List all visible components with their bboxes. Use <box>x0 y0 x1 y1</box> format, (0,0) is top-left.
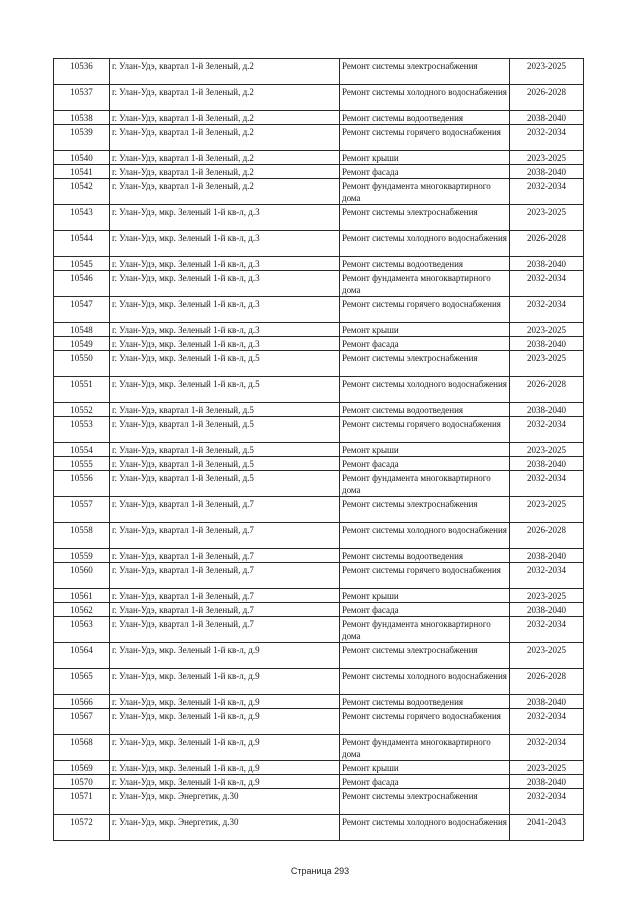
work-type: Ремонт системы горячего водоснабжения <box>340 417 510 443</box>
building-address: г. Улан-Удэ, квартал 1-й Зеленый, д.2 <box>110 59 340 85</box>
work-type: Ремонт фасада <box>340 457 510 471</box>
row-number: 10543 <box>54 205 110 231</box>
work-period: 2032-2034 <box>510 471 584 497</box>
row-number: 10572 <box>54 815 110 841</box>
work-period: 2032-2034 <box>510 271 584 297</box>
work-period: 2032-2034 <box>510 417 584 443</box>
work-type: Ремонт системы электроснабжения <box>340 59 510 85</box>
table-row <box>54 179 584 205</box>
row-number: 10550 <box>54 351 110 377</box>
table-row <box>54 617 584 643</box>
table-row <box>54 205 584 231</box>
row-number: 10541 <box>54 165 110 179</box>
work-period: 2026-2028 <box>510 231 584 257</box>
table-row <box>54 789 584 815</box>
work-period: 2032-2034 <box>510 179 584 205</box>
work-period: 2023-2025 <box>510 497 584 523</box>
row-number: 10544 <box>54 231 110 257</box>
work-type: Ремонт системы электроснабжения <box>340 643 510 669</box>
table-row <box>54 523 584 549</box>
table-row <box>54 709 584 735</box>
table-row <box>54 589 584 603</box>
work-type: Ремонт фундамента многоквартирного дома <box>340 735 510 761</box>
work-period: 2038-2040 <box>510 111 584 125</box>
table-row <box>54 59 584 85</box>
work-period: 2026-2028 <box>510 377 584 403</box>
building-address: г. Улан-Удэ, мкр. Зеленый 1-й кв-л, д.5 <box>110 351 340 377</box>
building-address: г. Улан-Удэ, мкр. Зеленый 1-й кв-л, д.9 <box>110 761 340 775</box>
work-period: 2038-2040 <box>510 603 584 617</box>
work-period: 2023-2025 <box>510 351 584 377</box>
table-row <box>54 377 584 403</box>
work-period: 2032-2034 <box>510 617 584 643</box>
work-type: Ремонт системы холодного водоснабжения <box>340 669 510 695</box>
work-type: Ремонт крыши <box>340 443 510 457</box>
row-number: 10568 <box>54 735 110 761</box>
work-period: 2038-2040 <box>510 403 584 417</box>
row-number: 10565 <box>54 669 110 695</box>
building-address: г. Улан-Удэ, мкр. Зеленый 1-й кв-л, д.9 <box>110 735 340 761</box>
work-period: 2023-2025 <box>510 151 584 165</box>
table-row <box>54 403 584 417</box>
row-number: 10552 <box>54 403 110 417</box>
work-type: Ремонт фундамента многоквартирного дома <box>340 271 510 297</box>
table-row <box>54 563 584 589</box>
building-address: г. Улан-Удэ, квартал 1-й Зеленый, д.5 <box>110 417 340 443</box>
row-number: 10542 <box>54 179 110 205</box>
building-address: г. Улан-Удэ, мкр. Энергетик, д.30 <box>110 815 340 841</box>
work-period: 2038-2040 <box>510 695 584 709</box>
work-type: Ремонт системы холодного водоснабжения <box>340 523 510 549</box>
work-type: Ремонт системы горячего водоснабжения <box>340 563 510 589</box>
row-number: 10571 <box>54 789 110 815</box>
building-address: г. Улан-Удэ, мкр. Зеленый 1-й кв-л, д.3 <box>110 205 340 231</box>
page-number: Страница 293 <box>290 866 350 876</box>
row-number: 10536 <box>54 59 110 85</box>
work-period: 2038-2040 <box>510 337 584 351</box>
row-number: 10549 <box>54 337 110 351</box>
table-row <box>54 735 584 761</box>
building-address: г. Улан-Удэ, мкр. Зеленый 1-й кв-л, д.9 <box>110 709 340 735</box>
table-row <box>54 231 584 257</box>
row-number: 10547 <box>54 297 110 323</box>
building-address: г. Улан-Удэ, квартал 1-й Зеленый, д.2 <box>110 165 340 179</box>
table-row <box>54 695 584 709</box>
work-type: Ремонт системы холодного водоснабжения <box>340 231 510 257</box>
work-period: 2023-2025 <box>510 205 584 231</box>
table-row <box>54 417 584 443</box>
work-period: 2032-2034 <box>510 297 584 323</box>
row-number: 10554 <box>54 443 110 457</box>
building-address: г. Улан-Удэ, мкр. Зеленый 1-й кв-л, д.3 <box>110 337 340 351</box>
work-type: Ремонт системы электроснабжения <box>340 351 510 377</box>
table-row <box>54 125 584 151</box>
work-type: Ремонт системы водоотведения <box>340 403 510 417</box>
work-period: 2026-2028 <box>510 85 584 111</box>
table-row <box>54 257 584 271</box>
table-row <box>54 111 584 125</box>
table-row <box>54 815 584 841</box>
building-address: г. Улан-Удэ, мкр. Зеленый 1-й кв-л, д.3 <box>110 323 340 337</box>
table-row <box>54 151 584 165</box>
row-number: 10557 <box>54 497 110 523</box>
work-type: Ремонт системы водоотведения <box>340 549 510 563</box>
row-number: 10540 <box>54 151 110 165</box>
building-address: г. Улан-Удэ, мкр. Зеленый 1-й кв-л, д.5 <box>110 377 340 403</box>
table-row <box>54 497 584 523</box>
table-row <box>54 761 584 775</box>
work-type: Ремонт системы электроснабжения <box>340 205 510 231</box>
row-number: 10548 <box>54 323 110 337</box>
work-period: 2032-2034 <box>510 789 584 815</box>
building-address: г. Улан-Удэ, мкр. Зеленый 1-й кв-л, д.3 <box>110 231 340 257</box>
work-type: Ремонт системы электроснабжения <box>340 497 510 523</box>
row-number: 10569 <box>54 761 110 775</box>
building-address: г. Улан-Удэ, квартал 1-й Зеленый, д.2 <box>110 125 340 151</box>
work-period: 2023-2025 <box>510 323 584 337</box>
table-row <box>54 643 584 669</box>
work-type: Ремонт системы водоотведения <box>340 257 510 271</box>
building-address: г. Улан-Удэ, мкр. Зеленый 1-й кв-л, д.9 <box>110 669 340 695</box>
work-period: 2032-2034 <box>510 125 584 151</box>
work-type: Ремонт фасада <box>340 337 510 351</box>
table-row <box>54 443 584 457</box>
table-row <box>54 337 584 351</box>
work-period: 2023-2025 <box>510 59 584 85</box>
building-address: г. Улан-Удэ, квартал 1-й Зеленый, д.7 <box>110 497 340 523</box>
work-type: Ремонт системы водоотведения <box>340 695 510 709</box>
work-type: Ремонт системы холодного водоснабжения <box>340 85 510 111</box>
building-address: г. Улан-Удэ, квартал 1-й Зеленый, д.5 <box>110 443 340 457</box>
work-type: Ремонт крыши <box>340 323 510 337</box>
work-type: Ремонт крыши <box>340 151 510 165</box>
row-number: 10567 <box>54 709 110 735</box>
row-number: 10539 <box>54 125 110 151</box>
building-address: г. Улан-Удэ, мкр. Зеленый 1-й кв-л, д.9 <box>110 643 340 669</box>
table-row <box>54 351 584 377</box>
table-row <box>54 669 584 695</box>
building-address: г. Улан-Удэ, квартал 1-й Зеленый, д.2 <box>110 151 340 165</box>
row-number: 10551 <box>54 377 110 403</box>
work-type: Ремонт системы горячего водоснабжения <box>340 297 510 323</box>
row-number: 10546 <box>54 271 110 297</box>
table-body <box>54 59 584 841</box>
work-type: Ремонт системы холодного водоснабжения <box>340 377 510 403</box>
row-number: 10562 <box>54 603 110 617</box>
work-type: Ремонт фасада <box>340 603 510 617</box>
row-number: 10555 <box>54 457 110 471</box>
building-address: г. Улан-Удэ, квартал 1-й Зеленый, д.2 <box>110 111 340 125</box>
row-number: 10559 <box>54 549 110 563</box>
work-type: Ремонт фасада <box>340 165 510 179</box>
work-period: 2032-2034 <box>510 563 584 589</box>
work-period: 2032-2034 <box>510 735 584 761</box>
building-address: г. Улан-Удэ, квартал 1-й Зеленый, д.7 <box>110 603 340 617</box>
building-address: г. Улан-Удэ, квартал 1-й Зеленый, д.7 <box>110 563 340 589</box>
work-period: 2038-2040 <box>510 457 584 471</box>
row-number: 10553 <box>54 417 110 443</box>
work-type: Ремонт фундамента многоквартирного дома <box>340 471 510 497</box>
row-number: 10570 <box>54 775 110 789</box>
row-number: 10556 <box>54 471 110 497</box>
row-number: 10537 <box>54 85 110 111</box>
building-address: г. Улан-Удэ, квартал 1-й Зеленый, д.7 <box>110 589 340 603</box>
building-address: г. Улан-Удэ, квартал 1-й Зеленый, д.5 <box>110 457 340 471</box>
repair-schedule-table <box>53 58 584 841</box>
building-address: г. Улан-Удэ, квартал 1-й Зеленый, д.2 <box>110 179 340 205</box>
row-number: 10561 <box>54 589 110 603</box>
work-type: Ремонт системы холодного водоснабжения <box>340 815 510 841</box>
table-row <box>54 85 584 111</box>
work-type: Ремонт системы водоотведения <box>340 111 510 125</box>
row-number: 10566 <box>54 695 110 709</box>
work-type: Ремонт системы электроснабжения <box>340 789 510 815</box>
table-row <box>54 165 584 179</box>
building-address: г. Улан-Удэ, квартал 1-й Зеленый, д.5 <box>110 403 340 417</box>
building-address: г. Улан-Удэ, квартал 1-й Зеленый, д.7 <box>110 523 340 549</box>
row-number: 10560 <box>54 563 110 589</box>
row-number: 10545 <box>54 257 110 271</box>
work-type: Ремонт фундамента многоквартирного дома <box>340 179 510 205</box>
work-period: 2032-2034 <box>510 709 584 735</box>
work-period: 2026-2028 <box>510 523 584 549</box>
building-address: г. Улан-Удэ, мкр. Энергетик, д.30 <box>110 789 340 815</box>
work-type: Ремонт фасада <box>340 775 510 789</box>
work-type: Ремонт системы горячего водоснабжения <box>340 125 510 151</box>
building-address: г. Улан-Удэ, мкр. Зеленый 1-й кв-л, д.9 <box>110 695 340 709</box>
work-type: Ремонт системы горячего водоснабжения <box>340 709 510 735</box>
row-number: 10564 <box>54 643 110 669</box>
row-number: 10563 <box>54 617 110 643</box>
work-period: 2038-2040 <box>510 257 584 271</box>
building-address: г. Улан-Удэ, мкр. Зеленый 1-й кв-л, д.3 <box>110 297 340 323</box>
building-address: г. Улан-Удэ, мкр. Зеленый 1-й кв-л, д.3 <box>110 271 340 297</box>
work-period: 2041-2043 <box>510 815 584 841</box>
row-number: 10538 <box>54 111 110 125</box>
work-period: 2023-2025 <box>510 443 584 457</box>
table-row <box>54 297 584 323</box>
work-period: 2038-2040 <box>510 549 584 563</box>
table-row <box>54 775 584 789</box>
table-row <box>54 457 584 471</box>
table-row <box>54 271 584 297</box>
row-number: 10558 <box>54 523 110 549</box>
table-row <box>54 471 584 497</box>
work-type: Ремонт фундамента многоквартирного дома <box>340 617 510 643</box>
work-period: 2023-2025 <box>510 643 584 669</box>
building-address: г. Улан-Удэ, мкр. Зеленый 1-й кв-л, д.9 <box>110 775 340 789</box>
work-period: 2038-2040 <box>510 775 584 789</box>
building-address: г. Улан-Удэ, квартал 1-й Зеленый, д.2 <box>110 85 340 111</box>
work-period: 2038-2040 <box>510 165 584 179</box>
building-address: г. Улан-Удэ, квартал 1-й Зеленый, д.7 <box>110 617 340 643</box>
building-address: г. Улан-Удэ, мкр. Зеленый 1-й кв-л, д.3 <box>110 257 340 271</box>
work-period: 2023-2025 <box>510 761 584 775</box>
work-period: 2023-2025 <box>510 589 584 603</box>
table-row <box>54 549 584 563</box>
building-address: г. Улан-Удэ, квартал 1-й Зеленый, д.7 <box>110 549 340 563</box>
work-period: 2026-2028 <box>510 669 584 695</box>
table-row <box>54 323 584 337</box>
building-address: г. Улан-Удэ, квартал 1-й Зеленый, д.5 <box>110 471 340 497</box>
table-row <box>54 603 584 617</box>
work-type: Ремонт крыши <box>340 589 510 603</box>
work-type: Ремонт крыши <box>340 761 510 775</box>
